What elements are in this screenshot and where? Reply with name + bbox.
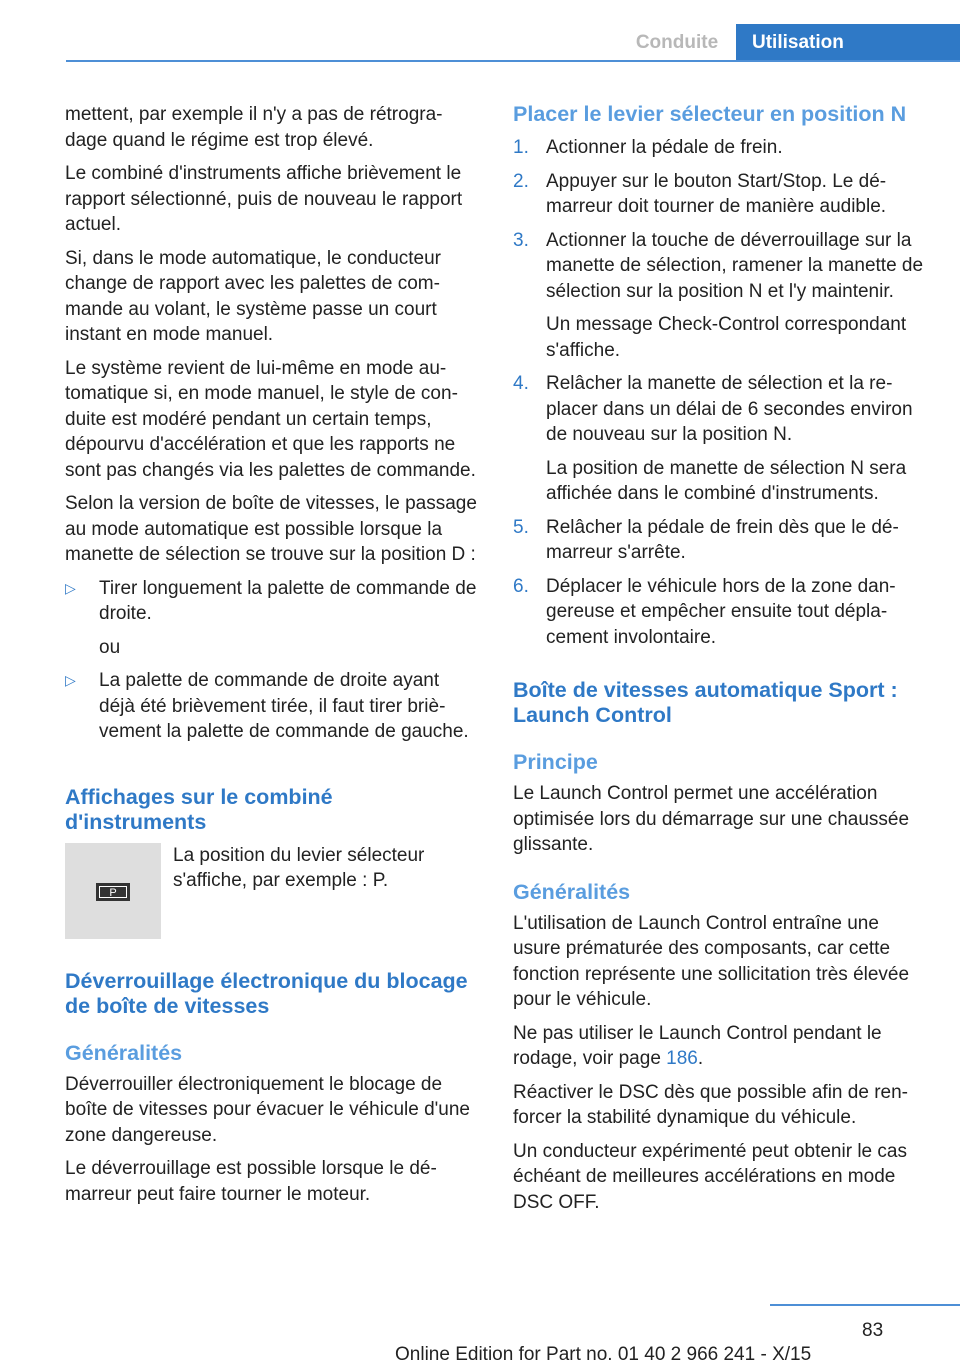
step-number: 3. xyxy=(513,229,529,251)
paragraph-text: Ne pas utiliser le Launch Control pendant le rodage, voir page xyxy=(513,1022,882,1069)
paragraph: Si, dans le mode automatique, le conducteur change de rapport avec les palettes de commande au volant, le système passe un court instant en mode manuel. xyxy=(65,247,442,345)
header-tab-utilisation[interactable]: Utilisation xyxy=(736,24,960,62)
section-heading-launch: Boîte de vitesses automatique Sport : Launch Control xyxy=(513,678,898,727)
step-text: Actionner la pédale de frein. xyxy=(546,137,783,158)
section-heading-deverrouillage: Déverrouillage électronique du blocage de boîte de vitesses xyxy=(65,968,468,1018)
paragraph: Le combiné d'instruments affiche brièvement le rapport sélectionné, puis de nouveau le rapport actuel. xyxy=(65,163,463,235)
paragraph: Le Launch Control permet une accélération optimisée lors du démarrage sur une chaussée glissante. xyxy=(513,783,910,855)
subheading-principe: Principe xyxy=(513,750,598,774)
subheading-placer: Placer le levier sélecteur en position N xyxy=(513,102,907,126)
list-item-text: Tirer longuement la palette de commande de droite. xyxy=(99,577,477,624)
list-item xyxy=(65,668,477,745)
footer-edition: Online Edition for Part no. 01 40 2 966 241 - X/15 xyxy=(395,1344,812,1365)
list-item xyxy=(513,228,931,305)
paragraph xyxy=(513,1021,931,1072)
right-column xyxy=(513,102,931,1223)
paragraph: Réactiver le DSC dès que possible afin de renforcer la stabilité dynamique du véhicule. xyxy=(513,1081,908,1128)
header-tab-conduite[interactable]: Conduite xyxy=(635,32,719,53)
paragraph: L'utilisation de Launch Control entraîne une usure prématurée des composants, car cette fonction représente une sollicitation très élevée pour le véhicule. xyxy=(513,912,910,1010)
list-item xyxy=(65,576,477,627)
step-text: Appuyer sur le bouton Start/Stop. Le démarreur doit tourner de manière audible. xyxy=(546,170,887,217)
section-heading-affichages: Affichages sur le combiné d'instruments xyxy=(65,784,333,834)
step-number: 2. xyxy=(513,170,529,192)
paragraph-text: . xyxy=(697,1048,704,1069)
paragraph: Un conducteur expérimenté peut obtenir le cas échéant de meilleures accélérations en mode DSC OFF. xyxy=(513,1140,907,1213)
step-text: Relâcher la pédale de frein dès que le démarreur s'arrête. xyxy=(546,516,899,563)
subheading-generalites: Généralités xyxy=(65,1040,183,1065)
subheading-generalites: Généralités xyxy=(513,879,631,904)
paragraph: Le système revient de lui-même en mode automatique si, en mode manuel, le style de conduite est modéré pendant un certain temps, dépourvu d'accélération et que les rapports ne sont pas changés via les palettes de commande. xyxy=(65,357,476,481)
list-item xyxy=(513,574,931,651)
step-continuation: Un message Check-Control correspondant s'affiche. xyxy=(546,314,907,361)
paragraph: Déverrouiller électroniquement le blocage de boîte de vitesses pour évacuer le véhicule d'une zone dangereuse. xyxy=(65,1073,470,1146)
triangle-bullet-icon: ▷ xyxy=(65,579,76,596)
gear-indicator-icon: P xyxy=(96,883,130,901)
figure-caption: La position du levier sélecteur s'affiche, par exemple : P. xyxy=(173,844,425,891)
list-item xyxy=(513,169,931,220)
step-text: Déplacer le véhicule hors de la zone dangereuse et empêcher ensuite tout déplacement involontaire. xyxy=(546,575,896,648)
list-item-text: La palette de commande de droite ayant déjà été brièvement tirée, il faut tirer brièvement la palette de commande de gauche. xyxy=(99,670,469,742)
step-number: 4. xyxy=(513,373,529,394)
left-column xyxy=(65,102,477,1215)
step-number: 5. xyxy=(513,516,529,538)
paragraph: Selon la version de boîte de vitesses, le passage au mode automatique est possible lorsque la manette de sélection se trouve sur la position D : xyxy=(65,493,477,565)
paragraph: Le déverrouillage est possible lorsque le démarreur peut faire tourner le moteur. xyxy=(65,1158,437,1205)
step-text: Relâcher la manette de sélection et la replacer dans un délai de 6 secondes environ de nouveau sur la position N. xyxy=(546,373,913,445)
step-continuation: La position de manette de sélection N sera affichée dans le combiné d'instruments. xyxy=(546,457,907,504)
page-reference-link[interactable]: 186 xyxy=(666,1048,698,1069)
list-item xyxy=(513,371,931,448)
list-item xyxy=(513,135,931,161)
triangle-bullet-icon: ▷ xyxy=(65,672,76,688)
step-number: 1. xyxy=(513,137,529,158)
paragraph: mettent, par exemple il n'y a pas de rétrogradage quand le régime est trop élevé. xyxy=(65,104,443,151)
figure-block xyxy=(65,843,477,939)
list-continuation: ou xyxy=(99,636,121,658)
gear-display-figure xyxy=(65,843,161,939)
step-text: Actionner la touche de déverrouillage sur la manette de sélection, ramener la manette de sélection sur la position N et l'y maintenir. xyxy=(546,229,924,302)
list-item xyxy=(513,515,931,566)
page-number: 83 xyxy=(862,1320,884,1341)
step-number: 6. xyxy=(513,575,529,597)
page-number-rule xyxy=(770,1304,960,1306)
header-rule xyxy=(66,60,960,62)
